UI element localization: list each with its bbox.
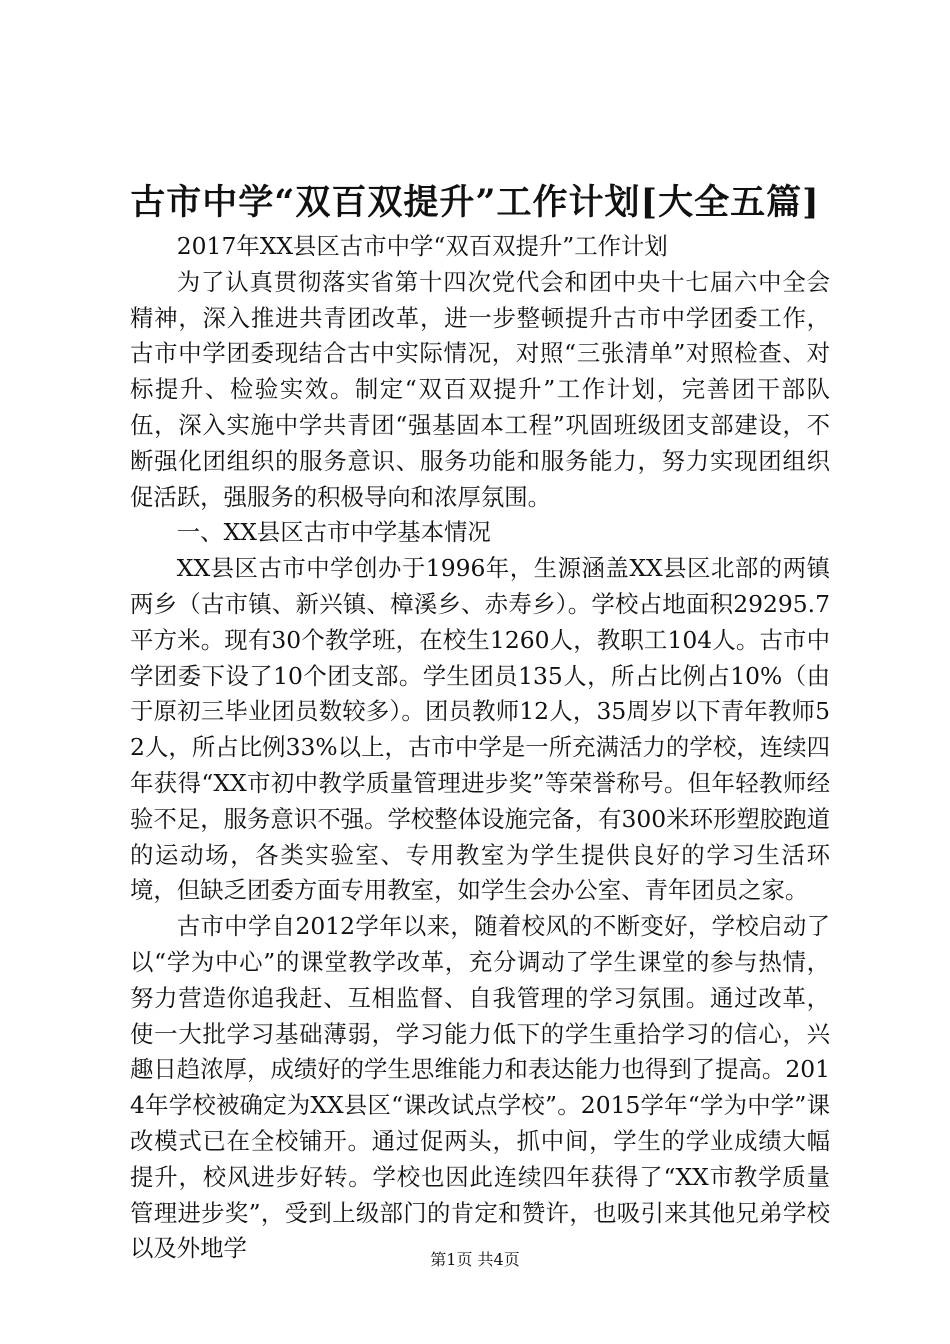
- document-title: 古市中学“双百双提升”工作计划[大全五篇]: [130, 182, 820, 223]
- section-heading: 一、XX县区古市中学基本情况: [176, 518, 491, 547]
- document-body: [130, 229, 830, 1267]
- page-footer: 第1页 共4页: [430, 1250, 520, 1269]
- reform-paragraph: 古市中学自2012学年以来，随着校风的不断变好，学校启动了以“学为中心”的课堂教学改革，充分调动了学生课堂的参与热情，努力营造你追我赶、互相监督、自我管理的学习氛围。通过改革，使一大批学习基础薄弱，学习能力低下的学生重拾学习的信心，兴趣日趋浓厚，成绩好的学生思维能力和表达能力也得到了提高。2014年学校被确定为XX县区“课改试点学校”。2015学年“学为中学”课改模式已在全校铺开。通过促两头，抓中间，学生的学业成绩大幅提升，校风进步好转。学校也因此连续四年获得了“XX市教学质量管理进步奖”，受到上级部门的肯定和赞许，也吸引来其他兄弟学校以及外地学: [130, 912, 830, 1263]
- intro-paragraph: 为了认真贯彻落实省第十四次党代会和团中央十七届六中全会精神，深入推进共青团改革，进一步整顿提升古市中学团委工作，古市中学团委现结合古中实际情况，对照“三张清单”对照检查、对标提升、检验实效。制定“双百双提升”工作计划，完善团干部队伍，深入实施中学共青团“强基固本工程”巩固班级团支部建设，不断强化团组织的服务意识、服务功能和服务能力，努力实现团组织促活跃，强服务的积极导向和浓厚氛围。: [130, 267, 830, 511]
- school-info-paragraph: XX县区古市中学创办于1996年，生源涵盖XX县区北部的两镇两乡（古市镇、新兴镇、樟溪乡、赤寿乡）。学校占地面积29295.7平方米。现有30个教学班，在校生1260人，教职工104人。古市中学团委下设了10个团支部。学生团员135人，所占比例占10%（由于原初三毕业团员数较多）。团员教师12人，35周岁以下青年教师52人，所占比例33%以上，古市中学是一所充满活力的学校，连续四年获得“XX市初中教学质量管理进步奖”等荣誉称号。但年轻教师经验不足，服务意识不强。学校整体设施完备，有300米环形塑胶跑道的运动场，各类实验室、专用教室为学生提供良好的学习生活环境，但缺乏团委方面专用教室，如学生会办公室、青年团员之家。: [130, 554, 830, 905]
- subtitle-paragraph: 2017年XX县区古市中学“双百双提升”工作计划: [176, 232, 668, 260]
